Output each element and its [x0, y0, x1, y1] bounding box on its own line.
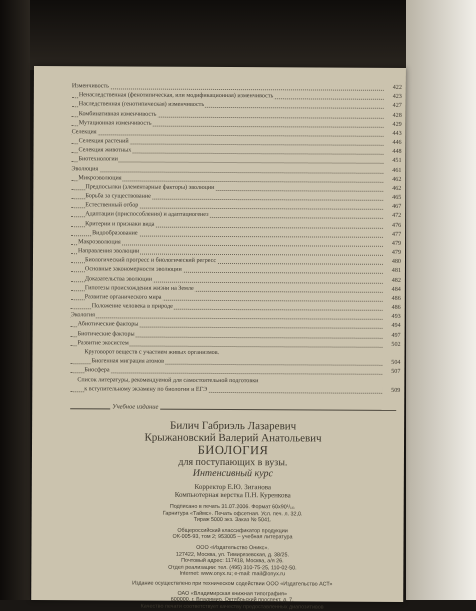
toc-entry-page: 423 — [384, 93, 402, 102]
toc-entry-title: Положение человека в природе — [92, 302, 174, 312]
toc-entry-page: 443 — [384, 130, 402, 139]
toc-entry-page: 494 — [383, 322, 401, 331]
address-line-1: 127422, Москва, ул. Тимирязевская, д. 38/25. — [69, 551, 395, 559]
toc-entry-title: Круговорот веществ с участием живых организмов. — [84, 348, 220, 358]
toc-entry-title: Комбинативная изменчивость — [79, 110, 158, 120]
toc-entry-page: 502 — [383, 341, 401, 350]
book-title: БИОЛОГИЯ — [70, 443, 396, 458]
author-2: Крыжановский Валерий Анатольевич — [70, 431, 396, 445]
toc-entry-title: Изменчивость — [72, 82, 110, 91]
toc-entry-page: 481 — [383, 267, 401, 276]
toc-entry-page: 465 — [383, 194, 401, 203]
toc-entry-title: к вступительному экзамену по биологии и ЕГЭ — [84, 385, 208, 395]
toc-entry-page: 486 — [383, 304, 401, 313]
toc-entry — [70, 385, 400, 396]
toc-entry-title: Доказательства эволюции — [85, 275, 153, 285]
toc-entry-page: 467 — [383, 203, 401, 212]
print-run-line: Тираж 5000 экз. Заказ № 5041. — [70, 516, 396, 524]
toc-leader-dots — [70, 373, 382, 376]
toc-leader-dots — [72, 134, 384, 137]
toc-entry-page: 451 — [383, 157, 401, 166]
classifier-line-1: Общероссийский классификатор продукции — [70, 527, 396, 535]
toc-entry-page: 482 — [383, 276, 401, 285]
toc-entry-title: Селекция растений — [79, 137, 130, 146]
background-top — [0, 0, 476, 70]
toc-entry-title: Эволюция — [71, 165, 99, 174]
toc-entry-page: 462 — [383, 185, 401, 194]
author-1: Билич Габриэль Лазаревич — [70, 419, 396, 433]
toc-entry-title: Развитие органического мира — [85, 293, 163, 303]
toc-entry-page: 448 — [384, 148, 402, 157]
toc-entry-title: Микроэволюция — [78, 174, 122, 183]
toc-entry-page: 486 — [383, 295, 401, 304]
toc-entry-title: Биотехнологии — [78, 156, 118, 165]
toc-entry-title: Развитие экосистем — [78, 339, 130, 348]
toc-leader-dots — [72, 88, 384, 91]
toc-entry-title: Направления эволюции — [78, 247, 140, 257]
sales-line: Отдел реализации: тел. (495) 310-75-25, 110-02-50. — [69, 564, 395, 572]
book-subtitle-2: Интенсивный курс — [70, 467, 396, 480]
toc-leader-dots — [71, 171, 383, 174]
corrector-credit: Корректор Е.Ю. Зиганова — [70, 482, 396, 492]
toc-entry-page: 479 — [383, 249, 401, 258]
toc-entry-title: Экология — [71, 311, 96, 320]
toc-entry-title: Гипотезы происхождения жизни на Земле — [85, 284, 195, 294]
toc-entry-page: 507 — [382, 368, 400, 377]
toc-entry-title: Видообразование — [92, 229, 139, 238]
toc-entry-page: 484 — [383, 286, 401, 295]
toc-entry-page: 428 — [384, 111, 402, 120]
quality-line: Качество печати соответствует качеству предоставленных диапозитивов — [69, 603, 395, 611]
toc-entry-title: Абиотические факторы — [78, 321, 140, 331]
toc-entry-title: Мутационная изменчивость — [79, 119, 153, 129]
toc-leader-dots — [71, 317, 383, 320]
toc-entry-page: 427 — [384, 102, 402, 111]
printed-line: Издание осуществлено при техническом содействии ООО «Издательство АСТ» — [69, 580, 395, 588]
book-page — [31, 66, 406, 602]
toc-entry-title: Селекция животных — [79, 146, 133, 155]
background-next-page — [406, 0, 476, 600]
toc-entry-title: Критерии и признаки вида — [85, 220, 155, 230]
toc-entry-title: Предпосылки (элементарные факторы) эволюции — [85, 183, 215, 193]
signed-line: Подписано в печать 31.07.2006. Формат 60х90¹/₁₆. — [70, 503, 396, 511]
toc-entry-title: Биогенная миграция атомов — [91, 357, 165, 367]
toc-entry-page: 462 — [383, 176, 401, 185]
imprint-block — [69, 403, 396, 611]
classifier-line-2: ОК-005-93, том 2; 953005 – учебная литература — [70, 534, 396, 542]
toc-entry-page: 422 — [384, 84, 402, 93]
address-line-2: Почтовый адрес: 117418, Москва, а/я 26. — [69, 557, 395, 565]
toc-entry-title: Биосфера — [84, 367, 110, 376]
toc-entry-title: Естественный отбор — [85, 202, 139, 211]
table-of-contents — [70, 82, 402, 396]
publisher-line: ООО «Издательство Оникс». — [69, 544, 395, 552]
background-left — [0, 0, 30, 600]
toc-entry-page: 479 — [383, 240, 401, 249]
imprint-label: Учебное издание — [110, 403, 160, 410]
toc-entry-title: Ненаследственная (фенотипическая, или модификационная) изменчивость — [79, 91, 274, 101]
toc-entry-page: 480 — [383, 258, 401, 267]
toc-entry-page: 493 — [383, 313, 401, 322]
toc-entry-page: 497 — [383, 331, 401, 340]
toc-entry-page: 461 — [383, 166, 401, 175]
toc-entry-page: 429 — [384, 121, 402, 130]
toc-entry-title: Наследственная (генотипическая) изменчивость — [79, 101, 205, 111]
toc-entry-title: Макроэволюция — [78, 238, 122, 247]
printer-address-line: 600000, г. Владимир, Октябрьский проспект, д. 7. — [69, 596, 395, 604]
typeface-line: Гарнитура «Таймс». Печать офсетная. Усл. печ. л. 32,0. — [70, 510, 396, 518]
toc-entry-page: 446 — [384, 139, 402, 148]
toc-entry-page: 477 — [383, 231, 401, 240]
book-subtitle: для поступающих в вузы. — [70, 456, 396, 469]
toc-entry-title: Основные закономерности эволюции — [85, 266, 183, 276]
toc-entry-page: 472 — [383, 212, 401, 221]
toc-entry-title: Список литературы, рекомендуемой для самостоятельной подготовки — [77, 376, 259, 386]
toc-entry-title: Селекция — [72, 128, 98, 137]
toc-entry-page: 476 — [383, 221, 401, 230]
toc-entry-title: Борьба за существование — [85, 192, 152, 202]
printer-line: ОАО «Владимирская книжная типография» — [69, 590, 395, 598]
internet-line: Internet: www.onyx.ru; e-mail: mail@onyx.ru — [69, 571, 395, 579]
toc-entry-title: Адаптации (приспособления) и адаптациогенез — [85, 211, 209, 221]
layout-credit: Компьютерная верстка П.Н. Куренкова — [70, 490, 396, 500]
toc-entry-page: 509 — [382, 387, 400, 396]
toc-entry-title: Биотические факторы — [78, 330, 136, 339]
toc-entry-page: 504 — [382, 359, 400, 368]
toc-entry-title: Биологический прогресс и биологический регресс — [85, 257, 217, 267]
